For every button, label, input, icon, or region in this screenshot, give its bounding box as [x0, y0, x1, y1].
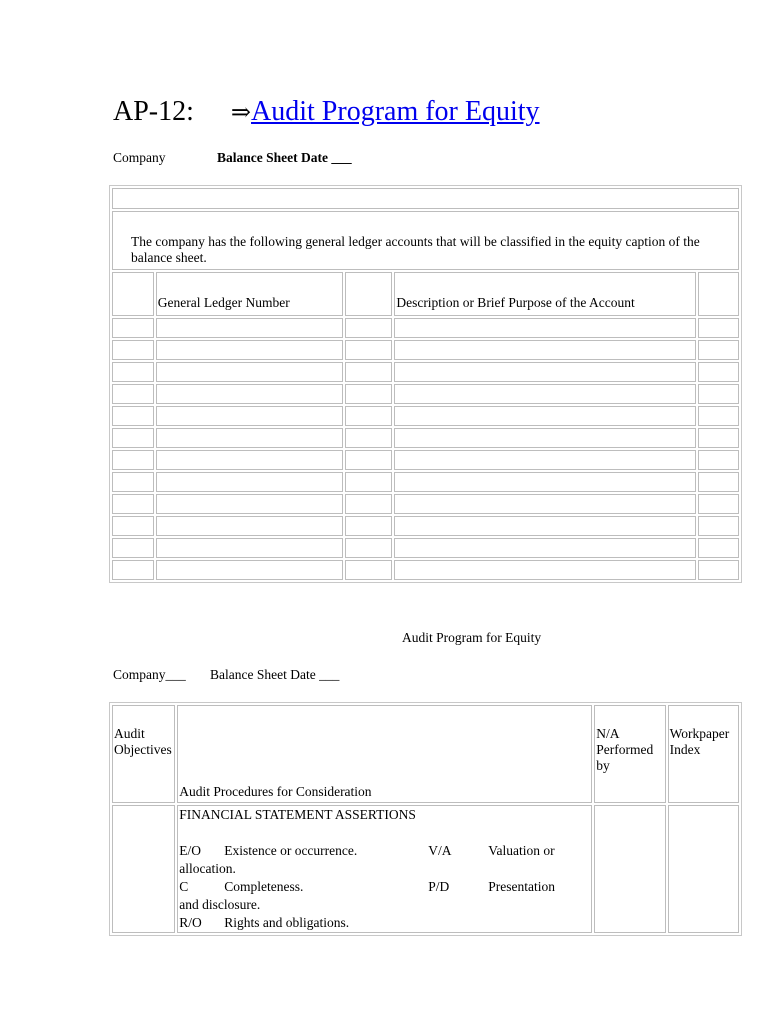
gl-accounts-body: [112, 318, 739, 580]
table-cell: [345, 362, 392, 382]
pd-text: Presentation: [488, 879, 555, 894]
table-row: [112, 428, 739, 448]
table-cell: [156, 538, 344, 558]
table-cell: [345, 384, 392, 404]
table-cell: [112, 494, 154, 514]
table-row: [112, 340, 739, 360]
c-code: C: [179, 879, 189, 894]
table-cell: [698, 384, 739, 404]
audit-program-table: [109, 702, 742, 936]
table-cell: [698, 494, 739, 514]
va-text: Valuation or: [488, 843, 555, 858]
table-cell: [156, 362, 344, 382]
table-cell: [112, 472, 154, 492]
table-cell: [394, 472, 696, 492]
table-cell: [156, 472, 344, 492]
title-prefix: AP-12:: [113, 96, 194, 127]
header-cell-blank: [698, 272, 739, 316]
ro-code: R/O: [179, 915, 202, 930]
table-cell: [345, 560, 392, 580]
table-cell: [156, 428, 344, 448]
table-cell: [112, 516, 154, 536]
table-cell: [698, 472, 739, 492]
table-cell: [112, 428, 154, 448]
table-cell: [698, 428, 739, 448]
table-cell: [698, 318, 739, 338]
assertions-heading: FINANCIAL STATEMENT ASSERTIONS: [179, 807, 416, 822]
objectives-cell: [112, 805, 175, 933]
gl-accounts-table: [109, 185, 742, 583]
header-na-performed-by: N/A Performed by: [594, 705, 665, 803]
table-cell: [394, 428, 696, 448]
table-cell: [698, 538, 739, 558]
table-cell: [156, 340, 344, 360]
table-cell: [156, 384, 344, 404]
balance-sheet-date-label-2: Balance Sheet Date ___: [210, 667, 340, 682]
table-cell: [698, 560, 739, 580]
table-row: [112, 384, 739, 404]
table-cell: [394, 450, 696, 470]
na-cell: [594, 805, 665, 933]
table-cell: [112, 406, 154, 426]
table-cell: [698, 340, 739, 360]
table-cell: [345, 406, 392, 426]
table-cell: [156, 450, 344, 470]
table-cell: [156, 318, 344, 338]
table-cell: [698, 516, 739, 536]
table-cell: [112, 450, 154, 470]
header-description: Description or Brief Purpose of the Account: [394, 272, 696, 316]
table-top-row: [112, 188, 739, 209]
table-row: [112, 406, 739, 426]
table-cell: [394, 362, 696, 382]
header-gl-number: General Ledger Number: [156, 272, 344, 316]
table-cell: [345, 494, 392, 514]
header-audit-objectives: Audit Objectives: [112, 705, 175, 803]
table-cell: [345, 450, 392, 470]
table-cell: [112, 340, 154, 360]
header-audit-procedures: Audit Procedures for Consideration: [177, 705, 592, 803]
table-cell: [112, 384, 154, 404]
table-cell: [345, 472, 392, 492]
table-cell: [394, 340, 696, 360]
table-row: [112, 362, 739, 382]
table-cell: [156, 494, 344, 514]
table-row: [112, 450, 739, 470]
table-cell: [156, 560, 344, 580]
pd-code: P/D: [428, 879, 450, 894]
table-cell: [394, 494, 696, 514]
table-cell: [394, 516, 696, 536]
header-workpaper-index: Workpaper Index: [668, 705, 739, 803]
table-cell: [394, 318, 696, 338]
procedures-cell: [177, 805, 592, 933]
page-title: [113, 96, 540, 128]
table-row: [112, 560, 739, 580]
eo-code: E/O: [179, 843, 201, 858]
pd-cont: and disclosure.: [179, 897, 261, 912]
ro-text: Rights and obligations.: [224, 915, 350, 930]
table-cell: [345, 340, 392, 360]
table-cell: [394, 560, 696, 580]
table-cell: [345, 428, 392, 448]
table-cell: [112, 538, 154, 558]
company-label-2: Company___: [113, 667, 186, 682]
table-cell: [394, 406, 696, 426]
table-cell: [698, 450, 739, 470]
workpaper-cell: [668, 805, 739, 933]
table-row: [112, 538, 739, 558]
table-row: [112, 472, 739, 492]
table-cell: [156, 516, 344, 536]
table-cell: [112, 362, 154, 382]
table-cell: [698, 362, 739, 382]
va-cont: allocation.: [179, 861, 236, 876]
table-cell: [112, 318, 154, 338]
table-description: The company has the following general ledger accounts that will be classified in the equity caption of the balance sheet.: [112, 211, 739, 270]
header-cell-blank: [112, 272, 154, 316]
program-subtitle: Audit Program for Equity: [402, 630, 542, 645]
right-arrow-icon: ⇒: [230, 98, 252, 126]
table-cell: [394, 538, 696, 558]
table-cell: [345, 318, 392, 338]
table-cell: [698, 406, 739, 426]
table-row: [112, 318, 739, 338]
table-cell: [156, 406, 344, 426]
company-label: Company: [113, 150, 166, 165]
table-cell: [112, 560, 154, 580]
table-cell: [345, 538, 392, 558]
table-cell: [394, 384, 696, 404]
balance-sheet-date-label: Balance Sheet Date ___: [217, 150, 352, 165]
table-row: [112, 494, 739, 514]
eo-text: Existence or occurrence.: [224, 843, 358, 858]
table-row: [112, 516, 739, 536]
table-cell: [345, 516, 392, 536]
header-cell-blank: [345, 272, 392, 316]
c-text: Completeness.: [224, 879, 304, 894]
title-link[interactable]: Audit Program for Equity: [251, 96, 540, 127]
va-code: V/A: [428, 843, 452, 858]
